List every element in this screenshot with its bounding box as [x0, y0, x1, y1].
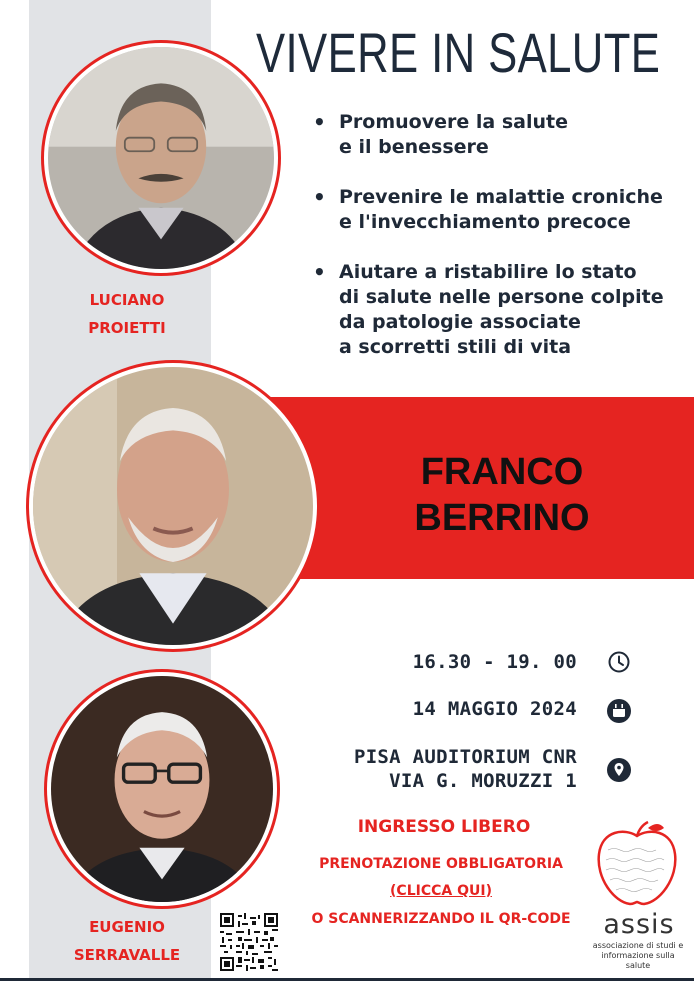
free-entry-label: INGRESSO LIBERO [357, 817, 531, 837]
goal-item: • Prevenire le malattie croniche e l'invecchiamento precoce [313, 185, 685, 235]
speaker-name-luciano-proietti: LUCIANO PROIETTI [88, 291, 166, 337]
goals-list [313, 110, 685, 385]
page-title: VIVERE IN SALUTE [256, 21, 661, 84]
speaker-photo-franco-berrino [26, 360, 320, 652]
goal-item: • Promuovere la salute e il benessere [313, 110, 685, 160]
main-speaker-name: FRANCO BERRINO [414, 451, 590, 539]
event-date-row [413, 697, 577, 721]
event-date: 14 MAGGIO 2024 [412, 698, 577, 720]
booking-required-label: PRENOTAZIONE OBBLIGATORIA [319, 856, 563, 872]
event-time-row [413, 650, 577, 674]
event-time: 16.30 - 19. 00 [412, 651, 577, 673]
speaker-photo-luciano-proietti [41, 40, 281, 276]
organizer-name: assis [603, 909, 675, 940]
calendar-icon [607, 699, 631, 723]
event-place: PISA AUDITORIUM CNR VIA G. MORUZZI 1 [353, 746, 577, 792]
event-place-row [354, 745, 577, 793]
clock-icon [607, 650, 631, 674]
qr-instruction: O SCANNERIZZANDO IL QR-CODE [311, 911, 571, 927]
booking-link[interactable]: (CLICCA QUI) [390, 883, 492, 899]
speaker-name-eugenio-serravalle: EUGENIO SERRAVALLE [73, 918, 181, 964]
speaker-photo-eugenio-serravalle [44, 669, 280, 909]
qr-code[interactable] [220, 913, 278, 971]
organizer-tagline: associazione di studi e informazione sulla salute [592, 941, 684, 970]
map-pin-icon [607, 758, 631, 782]
goal-item: • Aiutare a ristabilire lo stato di salute nelle persone colpite da patologie associate a scorretti stili di vita [313, 260, 685, 360]
